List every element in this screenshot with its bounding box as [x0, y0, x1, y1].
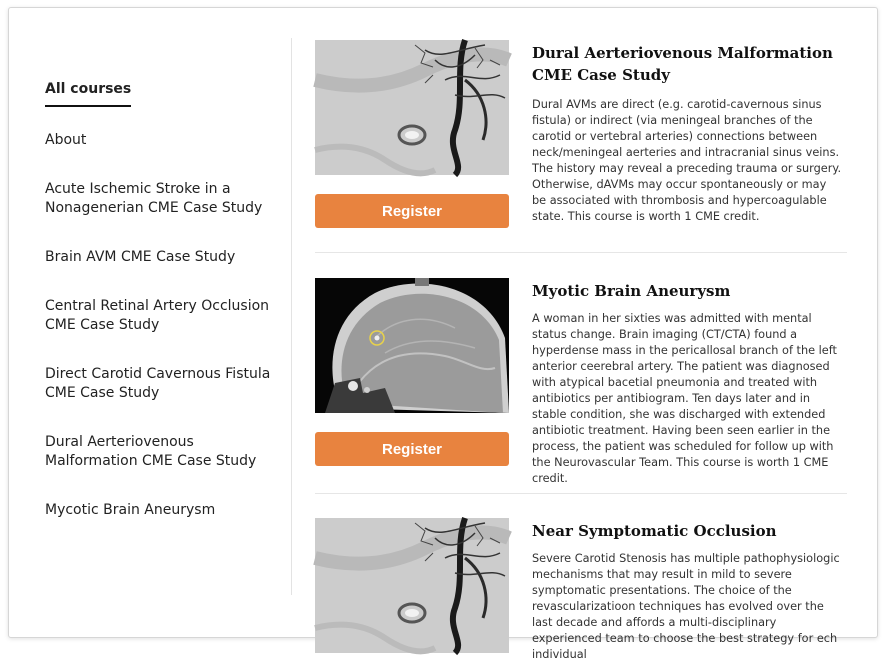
course-description: Severe Carotid Stenosis has multiple pathophysiologic mechanisms that may result in mild to severe symptomatic presentations. The choice of the revascularizatioon techniques has evolved over the last decade and affords a multi-disciplinary experienced team to choose the best strategy for ech individual	[532, 552, 840, 661]
ct-scan-image[interactable]	[315, 278, 509, 413]
sidebar-item-mycotic-aneurysm[interactable]: Mycotic Brain Aneurysm	[45, 502, 216, 518]
register-button[interactable]: Register	[315, 432, 509, 466]
angiogram-image[interactable]	[315, 518, 509, 653]
sidebar-nav	[45, 78, 275, 550]
course-separator	[315, 252, 847, 253]
sidebar-item-about[interactable]: About	[45, 132, 87, 148]
course-title[interactable]: Myotic Brain Aneurysm	[532, 282, 731, 300]
sidebar-item-acute-ischemic-stroke[interactable]: Acute Ischemic Stroke in a Nonagenerian CME Case Study	[45, 181, 263, 216]
course-card	[315, 278, 849, 485]
sidebar-item-central-retinal-artery[interactable]: Central Retinal Artery Occlusion CME Case Study	[45, 298, 270, 333]
register-button[interactable]: Register	[315, 194, 509, 228]
course-title[interactable]: Dural Aerteriovenous Malformation CME Case Study	[532, 44, 833, 84]
sidebar-item-direct-carotid[interactable]: Direct Carotid Cavernous Fistula CME Case Study	[45, 366, 271, 401]
sidebar-item-all-courses[interactable]: All courses	[45, 80, 131, 107]
sidebar-item-dural-avm[interactable]: Dural Aerteriovenous Malformation CME Case Study	[45, 434, 257, 469]
sidebar-item-brain-avm[interactable]: Brain AVM CME Case Study	[45, 249, 236, 265]
angiogram-image[interactable]	[315, 40, 509, 175]
main-frame	[8, 7, 878, 661]
vertical-divider	[291, 38, 292, 595]
course-title[interactable]: Near Symptomatic Occlusion	[532, 522, 777, 540]
course-card	[315, 40, 849, 240]
course-separator	[315, 493, 847, 494]
course-card	[315, 518, 849, 661]
course-description: Dural AVMs are direct (e.g. carotid-cavernous sinus fistula) or indirect (via meningeal branches of the carotid or vertebral arteries) connections between neck/meningeal aerteries and intracranial sinus veins. The history may reveal a preceding trauma or surgery. Otherwise, dAVMs may occur spontaneously or may be associated with thrombosis and hypercoagulable state. This course is worth 1 CME credit.	[532, 98, 842, 223]
course-description: A woman in her sixties was admitted with mental status change. Brain imaging (CT/CTA) found a hyperdense mass in the pericallosal branch of the left anterior ceerebral artery. The patient was diagnosed with atypical bacetial pneumonia and treated with antibiotics per antibiogram. Ten days later and in stable condition, she was discharged with extended antibiotic treatment. Having been seen earlier in the process, the patient was scheduled for follow up with the Neurovascular Team. This course is worth 1 CME credit.	[532, 312, 837, 485]
